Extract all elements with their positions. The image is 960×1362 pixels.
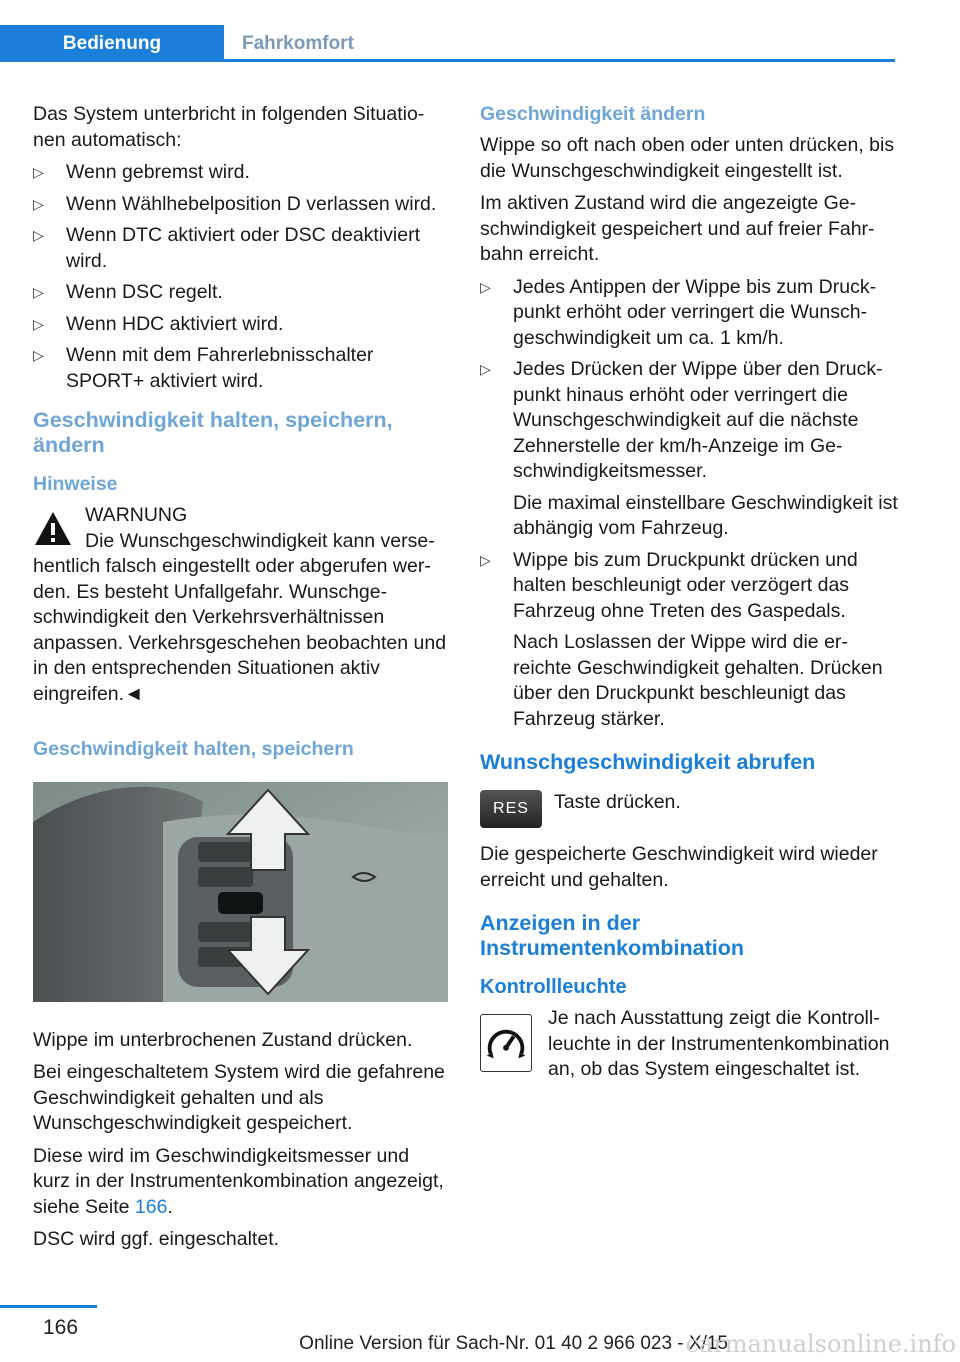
footer-text: Online Version für Sach-Nr. 01 40 2 966 023 - X/15 [299,1333,728,1354]
res-block [480,787,898,832]
warning-title: WARNUNG [85,504,188,526]
warning-text: Die Wunschgeschwindigkeit kann versehentlich falsch eingestellt oder abgerufen werden. Es besteht Unfallgefahr. Wunschgeschwindigkeit den Verkehrsverhältnissen anpassen. Verkehrsgeschehen beobachten und in den entsprechenden Situationen aktiv eingreifen.◄ [33,529,447,705]
kontroll-text: Je nach Ausstattung zeigt die Kontrollleuchte in der Instrumentenkombination an, ob das System eingeschaltet ist. [548,1007,890,1080]
photo-caption: Wippe im unterbrochenen Zustand drücken. [33,1028,413,1051]
hinweise-heading: Hinweise [33,473,118,495]
paragraph: Wippe so oft nach oben oder unten drücken, bis die Wunschgeschwindigkeit eingestellt ist. [480,134,895,182]
right-column [480,102,898,1083]
reference-paragraph [33,1144,448,1221]
list-item [480,548,898,733]
list-item-text: Jedes Drücken der Wippe über den Druckpunkt hinaus erhöht oder verringert die Wunschgeschwindigkeit auf die nächste Zehnerstelle der km/h-Anzeige im Geschwindigkeitsmesser. [513,358,883,482]
interrupt-list [33,160,448,394]
subheading-aendern: Geschwindigkeit ändern [480,103,706,125]
list-item [480,275,898,352]
res-button-icon: RES [480,790,542,828]
heading-anzeigen: Anzeigen in der Instrumentenkombination [480,911,744,960]
reference-end: . [167,1195,173,1218]
list-item: ▷ Wenn DTC aktiviert oder DSC deaktiviert wird. [33,223,448,274]
cruise-control-indicator-icon [480,1014,532,1072]
list-item-text: Jedes Antippen der Wippe bis zum Druckpunkt erhöht oder verringert die Wunschgeschwindigkeit um ca. 1 km/h. [513,275,877,349]
steering-wheel-photo [33,782,448,1002]
paragraph: Im aktiven Zustand wird die angezeigte Geschwindigkeit gespeichert und auf freier Fahrbahn erreicht. [480,192,875,265]
list-item: ▷ Wenn DSC regelt. [33,280,448,306]
intro-text: Das System unterbricht in folgenden Situationen automatisch: [33,103,425,151]
list-item-note: Nach Loslassen der Wippe wird die erreichte Geschwindigkeit gehalten. Drücken über den Druckpunkt beschleunigt das Fahrzeug stärker. [513,631,883,730]
warning-block [33,503,448,707]
reference-text: Diese wird im Geschwindigkeitsmesser und kurz in der Instrumentenkombination angezeigt, siehe Seite [33,1144,444,1218]
left-column [33,102,448,1260]
warning-icon [33,509,73,549]
watermark: carmanualsonline.info [685,1330,956,1358]
change-list [480,275,898,733]
list-item: ▷ Wenn Wählhebelposition D verlassen wird. [33,192,448,218]
paragraph: DSC wird ggf. eingeschaltet. [33,1228,280,1250]
res-text: Taste drücken. [554,791,681,813]
kontroll-block [480,1006,898,1083]
list-item: ▷ Wenn HDC aktiviert wird. [33,312,448,338]
list-item: ▷ Wenn mit dem Fahrerlebnisschalter SPORT+ aktiviert wird. [33,343,448,394]
paragraph: Bei eingeschaltetem System wird die gefahrene Geschwindigkeit gehalten und als Wunschgeschwindigkeit gespeichert. [33,1061,445,1134]
footer-divider [0,1305,97,1308]
list-item-text: Wippe bis zum Druckpunkt drücken und halten beschleunigt oder verzögert das Fahrzeug ohne Treten des Gaspedals. [513,548,858,622]
tab-bar [0,0,895,62]
heading-kontrollleuchte: Kontrollleuchte [480,976,627,998]
tab-fahrkomfort[interactable]: Fahrkomfort [242,33,354,54]
subheading-halten: Geschwindigkeit halten, speichern [33,738,354,760]
list-item: ▷ Wenn gebremst wird. [33,160,448,186]
heading-abrufen: Wunschgeschwindigkeit abrufen [480,750,816,774]
section-heading: Geschwindigkeit halten, speichern, ändern [33,408,393,457]
page-link[interactable]: 166 [134,1195,168,1218]
tab-bedienung[interactable]: Bedienung [0,25,224,62]
page-number: 166 [43,1316,79,1339]
list-item-note: Die maximal einstellbare Geschwindigkeit ist abhängig vom Fahrzeug. [513,491,898,539]
paragraph: Die gespeicherte Geschwindigkeit wird wieder erreicht und gehalten. [480,843,878,891]
list-item [480,357,898,542]
